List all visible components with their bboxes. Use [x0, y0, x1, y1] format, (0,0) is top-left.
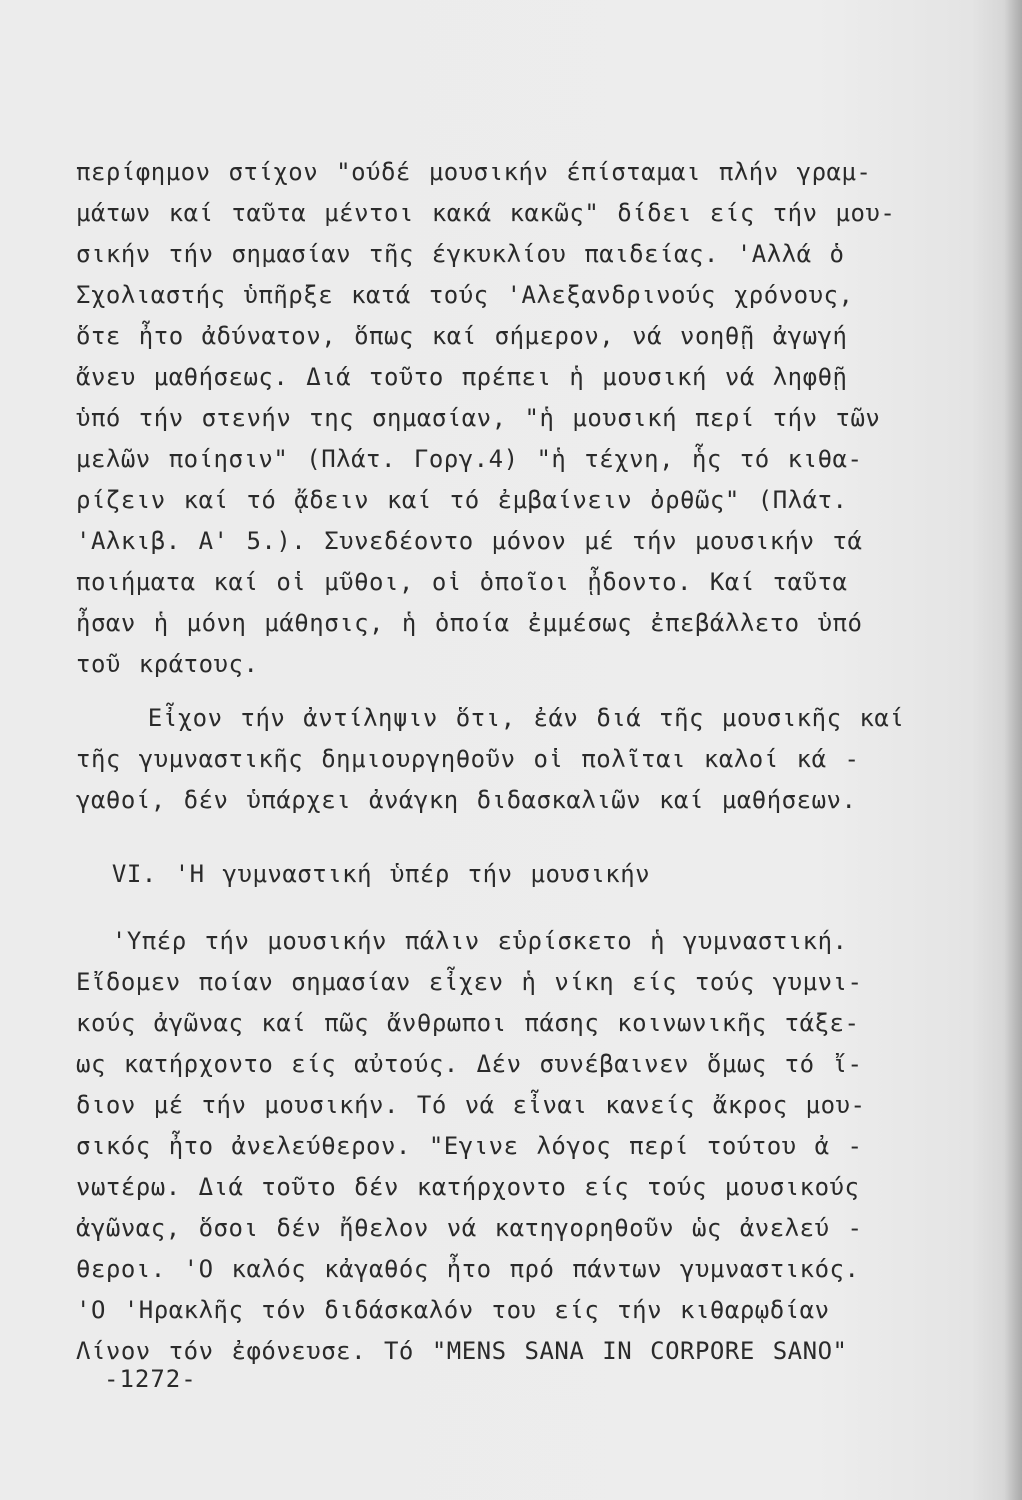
- text-line: Λίνον τόν ἐφόνευσε. Τό "MENS SANA IN CORPORE SANO": [76, 1337, 848, 1365]
- text-line: ως κατήρχοντο είς αὐτούς. Δέν συνέβαινεν ὅμως τό ἴ-: [76, 1050, 863, 1078]
- text-line: σικός ἦτο ἀνελεύθερον. "Εγινε λόγος περί τούτου ἀ -: [76, 1132, 863, 1160]
- text-line: ὅτε ἦτο ἀδύνατον, ὅπως καί σήμερον, νά νοηθῇ ἀγωγή: [76, 322, 848, 350]
- text-line: ὑπό τήν στενήν της σημασίαν, "ἡ μουσική περί τήν τῶν: [76, 404, 881, 432]
- text-line: σικήν τήν σημασίαν τῆς έγκυκλίου παιδείας. 'Αλλά ὁ: [76, 240, 845, 268]
- text-line: γαθοί, δέν ὑπάρχει ἀνάγκη διδασκαλιῶν καί μαθήσεων.: [76, 786, 857, 814]
- text-line: διον μέ τήν μουσικήν. Τό νά εἶναι κανείς ἄκρος μου-: [76, 1091, 866, 1119]
- text-line: 'Αλκιβ. Α' 5.). Συνεδέοντο μόνον μέ τήν μουσικήν τά: [76, 527, 863, 555]
- text-line: ἦσαν ἡ μόνη μάθησις, ἡ ὁποία ἐμμέσως ἐπεβάλλετο ὑπό: [76, 609, 863, 637]
- text-line: μελῶν ποίησιν" (Πλάτ. Γοργ.4) "ἡ τέχνη, ἧς τό κιθα-: [76, 445, 863, 473]
- section-heading: VI. 'Η γυμναστική ὑπέρ τήν μουσικήν: [76, 860, 651, 888]
- text-line: 'Υπέρ τήν μουσικήν πάλιν εὑρίσκετο ἡ γυμναστική.: [76, 927, 848, 955]
- text-line: θεροι. 'Ο καλός κἀγαθός ἦτο πρό πάντων γυμναστικός.: [76, 1255, 860, 1283]
- text-line: 'Ο 'Ηρακλῆς τόν διδάσκαλόν του είς τήν κιθαρῳδίαν: [76, 1296, 830, 1324]
- text-line: ἄνευ μαθήσεως. Διά τοῦτο πρέπει ἡ μουσική νά ληφθῇ: [76, 363, 848, 391]
- text-line: ἀγῶνας, ὅσοι δέν ἤθελον νά κατηγορηθοῦν ὡς ἀνελεύ -: [76, 1214, 863, 1242]
- text-line: Εἶχον τήν ἀντίληψιν ὅτι, ἐάν διά τῆς μουσικῆς καί: [76, 704, 905, 732]
- text-line: ποιήματα καί οἱ μῦθοι, οἱ ὁποῖοι ᾖδοντο. Καί ταῦτα: [76, 568, 848, 596]
- page-edge-shadow: [1004, 0, 1022, 1500]
- text-line: κούς ἀγῶνας καί πῶς ἄνθρωποι πάσης κοινωνικῆς τάξε-: [76, 1009, 860, 1037]
- page-number: -1272-: [104, 1365, 197, 1393]
- text-line: τῆς γυμναστικῆς δημιουργηθοῦν οἱ πολῖται καλοί κά -: [76, 745, 860, 773]
- text-line: Εἴδομεν ποίαν σημασίαν εἶχεν ἡ νίκη είς τούς γυμνι-: [76, 968, 863, 996]
- text-line: ρίζειν καί τό ᾄδειν καί τό ἐμβαίνειν ὀρθῶς" (Πλάτ.: [76, 486, 848, 514]
- text-line: Σχολιαστής ὑπῆρξε κατά τούς 'Αλεξανδρινούς χρόνους,: [76, 281, 854, 309]
- text-line: νωτέρω. Διά τοῦτο δέν κατήρχοντο είς τούς μουσικούς: [76, 1173, 860, 1201]
- text-line: μάτων καί ταῦτα μέντοι κακά κακῶς" δίδει είς τήν μου-: [76, 199, 896, 227]
- text-line: τοῦ κράτους.: [76, 650, 259, 678]
- text-line: περίφημον στίχον "ούδέ μουσικήν έπίσταμαι πλήν γραμ-: [76, 158, 872, 186]
